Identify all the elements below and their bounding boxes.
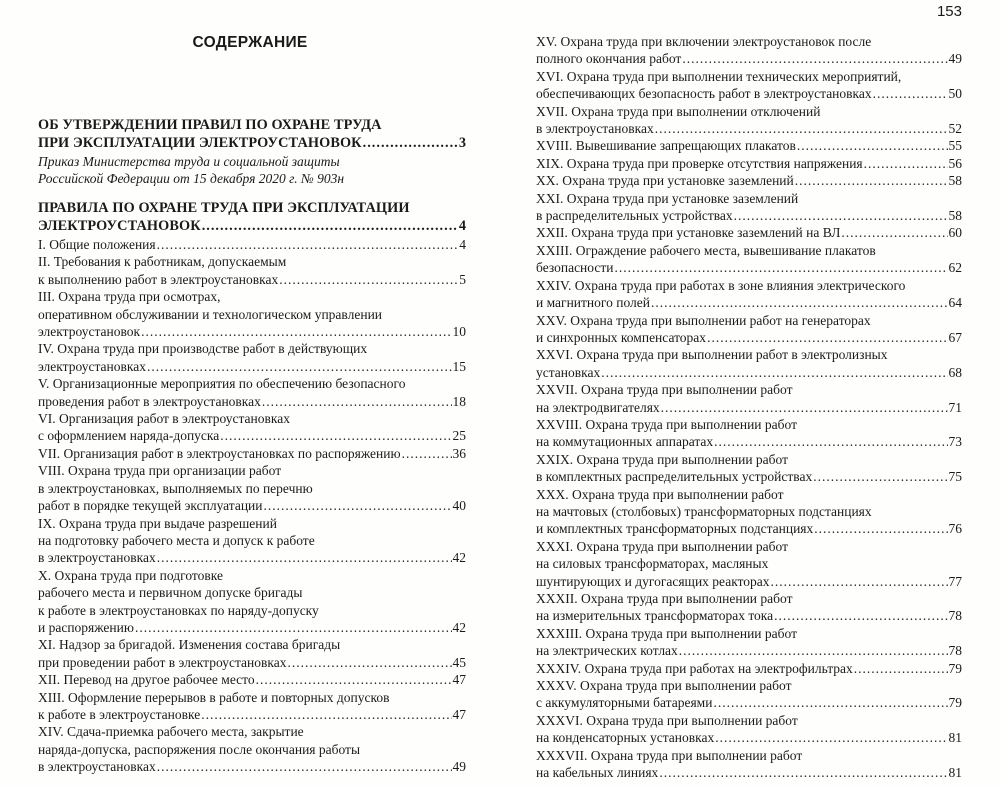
entry-line: электроустановках: [38, 358, 146, 374]
entry-page-number: 42: [452, 550, 466, 566]
entry-line: на конденсаторных установках: [536, 730, 715, 746]
toc-entry[interactable]: [536, 451, 962, 486]
entry-line: ПРАВИЛА ПО ОХРАНЕ ТРУДА ПРИ ЭКСПЛУАТАЦИИ: [38, 200, 410, 217]
toc-left: [38, 117, 466, 776]
entry-line: XI. Надзор за бригадой. Изменения состава бригады: [38, 637, 341, 653]
dot-leader: [287, 654, 451, 671]
entry-line: VIII. Охрана труда при организации работ: [38, 463, 282, 479]
toc-entry[interactable]: [38, 567, 466, 637]
entry-line: установках: [536, 364, 601, 380]
entry-page-number: 15: [452, 358, 466, 374]
toc-entry[interactable]: [38, 236, 466, 253]
entry-line: обеспечивающих безопасность работ в электроустановках: [536, 86, 872, 102]
entry-line: к работе в электроустановке: [38, 706, 201, 722]
entry-line: шунтирующих и дугогасящих реакторах: [536, 573, 770, 589]
entry-line: на мачтовых (столбовых) трансформаторных подстанциях: [536, 503, 872, 519]
dot-leader: [814, 520, 947, 537]
entry-line: XXII. Охрана труда при установке заземлений на ВЛ: [536, 225, 841, 241]
entry-page-number: 75: [948, 469, 962, 485]
dot-leader: [651, 294, 948, 311]
dot-leader: [279, 271, 458, 288]
entry-page-number: 5: [459, 271, 466, 287]
dot-leader: [679, 642, 948, 659]
entry-page-number: 81: [948, 730, 962, 746]
entry-line: в электроустановках: [536, 121, 654, 137]
entry-page-number: 10: [452, 324, 466, 340]
entry-page-number: 77: [948, 573, 962, 589]
toc-left-entries: [38, 236, 466, 776]
entry-line: полного окончания работ: [536, 51, 682, 67]
entry-page-number: 81: [948, 765, 962, 781]
entry-line: XXVIII. Охрана труда при выполнении работ: [536, 416, 797, 432]
toc-entry-rules[interactable]: [38, 200, 466, 236]
entry-line: XVII. Охрана труда при выполнении отключений: [536, 103, 821, 119]
toc-entry-order[interactable]: [38, 117, 466, 153]
toc-entry[interactable]: [536, 660, 962, 677]
dot-leader: [220, 427, 451, 444]
entry-line: XIX. Охрана труда при проверке отсутствия напряжения: [536, 155, 863, 171]
dot-leader: [854, 660, 948, 677]
entry-line: оперативном обслуживании и технологическом управлении: [38, 306, 383, 322]
entry-line: VII. Организация работ в электроустановках по распоряжению: [38, 445, 401, 461]
entry-line: III. Охрана труда при осмотрах,: [38, 289, 221, 305]
entry-line: в распределительных устройствах: [536, 208, 733, 224]
toc-entry[interactable]: [536, 155, 962, 172]
entry-page-number: 58: [948, 208, 962, 224]
entry-line: проведения работ в электроустановках: [38, 393, 261, 409]
toc-entry[interactable]: [536, 312, 962, 347]
dot-leader: [795, 172, 948, 189]
entry-line: на электрических котлах: [536, 643, 678, 659]
toc-entry[interactable]: [38, 410, 466, 445]
entry-line: XXIII. Ограждение рабочего места, вывешивание плакатов: [536, 242, 876, 258]
toc-entry[interactable]: [536, 346, 962, 381]
entry-page-number: 67: [948, 329, 962, 345]
dot-leader: [659, 764, 947, 781]
dot-leader: [363, 135, 458, 153]
dot-leader: [256, 671, 452, 688]
entry-line: XXX. Охрана труда при выполнении работ: [536, 486, 784, 502]
dot-leader: [601, 364, 947, 381]
entry-line: IV. Охрана труда при производстве работ в действующих: [38, 341, 368, 357]
dot-leader: [615, 259, 948, 276]
dot-leader: [774, 607, 947, 624]
toc-entry[interactable]: [536, 103, 962, 138]
entry-page-number: 47: [452, 672, 466, 688]
entry-line: и комплектных трансформаторных подстанциях: [536, 521, 814, 537]
dot-leader: [873, 85, 948, 102]
toc-entry[interactable]: [38, 340, 466, 375]
entry-page-number: 45: [452, 654, 466, 670]
entry-line: рабочего места и первичном допуске бригады: [38, 585, 303, 601]
entry-line: с аккумуляторными батареями: [536, 695, 713, 711]
dot-leader: [797, 137, 948, 154]
toc-right-entries: [536, 33, 962, 781]
toc-entry[interactable]: [38, 723, 466, 775]
entry-line: XXIX. Охрана труда при выполнении работ: [536, 451, 788, 467]
entry-line: II. Требования к работникам, допускаемым: [38, 254, 287, 270]
entry-page-number: 47: [452, 706, 466, 722]
entry-line: к выполнению работ в электроустановках: [38, 271, 279, 287]
toc-entry[interactable]: [38, 689, 466, 724]
dot-leader: [713, 694, 947, 711]
entry-line: на коммутационных аппаратах: [536, 434, 714, 450]
toc-entry[interactable]: [536, 277, 962, 312]
dot-leader: [655, 120, 948, 137]
toc-entry[interactable]: [536, 68, 962, 103]
entry-line: на электродвигателях: [536, 399, 660, 415]
entry-line: XXVII. Охрана труда при выполнении работ: [536, 382, 793, 398]
toc-entry[interactable]: [38, 253, 466, 288]
entry-line: XII. Перевод на другое рабочее место: [38, 672, 255, 688]
toc-entry[interactable]: [38, 636, 466, 671]
toc-entry[interactable]: [536, 224, 962, 241]
entry-line: в электроустановках: [38, 550, 156, 566]
entry-line: наряда-допуска, распоряжения после окончания работы: [38, 741, 361, 757]
entry-page-number: 55: [948, 138, 962, 154]
entry-page-number: 52: [948, 121, 962, 137]
entry-page-number: 18: [452, 393, 466, 409]
entry-line: безопасности: [536, 260, 614, 276]
entry-page-number: 79: [948, 660, 962, 676]
entry-page-number: 60: [948, 225, 962, 241]
toc-entry[interactable]: [38, 288, 466, 340]
dot-leader: [147, 358, 452, 375]
entry-line: XXXIII. Охрана труда при выполнении работ: [536, 625, 797, 641]
entry-page-number: 3: [458, 134, 466, 151]
entry-page-number: 56: [948, 155, 962, 171]
entry-line: XXXV. Охрана труда при выполнении работ: [536, 678, 792, 694]
toc-entry[interactable]: [536, 137, 962, 154]
page-number: 153: [936, 3, 962, 20]
entry-page-number: 78: [948, 643, 962, 659]
toc-entry[interactable]: [38, 462, 466, 514]
entry-line: ПРИ ЭКСПЛУАТАЦИИ ЭЛЕКТРОУСТАНОВОК: [38, 134, 362, 151]
entry-line: ОБ УТВЕРЖДЕНИИ ПРАВИЛ ПО ОХРАНЕ ТРУДА: [38, 117, 382, 133]
toc-entry[interactable]: [536, 747, 962, 782]
dot-leader: [402, 445, 452, 462]
entry-line: XV. Охрана труда при включении электроустановок после: [536, 34, 872, 49]
entry-line: XXXVII. Охрана труда при выполнении работ: [536, 747, 803, 763]
toc-entry[interactable]: [536, 242, 962, 277]
toc-entry[interactable]: [536, 625, 962, 660]
entry-line: VI. Организация работ в электроустановках: [38, 411, 290, 427]
entry-line: и магнитного полей: [536, 295, 650, 311]
entry-line: работ в порядке текущей эксплуатации: [38, 498, 263, 514]
entry-page-number: 64: [948, 295, 962, 311]
dot-leader: [202, 218, 458, 236]
dot-leader: [201, 706, 451, 723]
toc-entry[interactable]: [38, 445, 466, 462]
toc-entry[interactable]: [536, 712, 962, 747]
entry-line: IX. Охрана труда при выдаче разрешений: [38, 515, 277, 531]
entry-page-number: 49: [452, 759, 466, 775]
toc-right: [536, 33, 962, 781]
toc-entry[interactable]: [536, 677, 962, 712]
entry-line: X. Охрана труда при подготовке: [38, 567, 223, 583]
entry-line: XX. Охрана труда при установке заземлений: [536, 173, 794, 189]
entry-line: с оформлением наряда-допуска: [38, 428, 220, 444]
entry-line: к работе в электроустановках по наряду-допуску: [38, 602, 319, 618]
entry-page-number: 50: [948, 86, 962, 102]
entry-page-number: 36: [452, 445, 466, 461]
toc-entry[interactable]: [38, 375, 466, 410]
toc-entry[interactable]: [536, 486, 962, 538]
dot-leader: [813, 468, 947, 485]
contents-title: СОДЕРЖАНИЕ: [192, 34, 308, 51]
entry-page-number: 73: [948, 434, 962, 450]
entry-page-number: 68: [948, 364, 962, 380]
entry-line: XXXIV. Охрана труда при работах на электрофильтрах: [536, 660, 853, 676]
entry-line: на кабельных линиях: [536, 765, 659, 781]
dot-leader: [707, 329, 947, 346]
toc-entry[interactable]: [38, 515, 466, 567]
entry-line: XXV. Охрана труда при выполнении работ на генераторах: [536, 312, 871, 328]
entry-line: XVIII. Вывешивание запрещающих плакатов: [536, 138, 796, 154]
entry-page-number: 62: [948, 260, 962, 276]
entry-page-number: 25: [452, 428, 466, 444]
dot-leader: [135, 619, 452, 636]
toc-entry[interactable]: [536, 190, 962, 225]
entry-line: на подготовку рабочего места и допуск к работе: [38, 532, 315, 548]
dot-leader: [157, 758, 452, 775]
dot-leader: [682, 50, 947, 67]
entry-line: ЭЛЕКТРОУСТАНОВОК: [38, 218, 201, 235]
entry-line: I. Общие положения: [38, 237, 156, 252]
entry-line: электроустановок: [38, 324, 141, 340]
entry-line: в электроустановках: [38, 759, 156, 775]
entry-line: XIV. Сдача-приемка рабочего места, закрытие: [38, 724, 304, 740]
entry-page-number: 79: [948, 695, 962, 711]
dot-leader: [141, 323, 451, 340]
entry-line: XIII. Оформление перерывов в работе и повторных допусков: [38, 689, 390, 705]
dot-leader: [157, 236, 459, 253]
toc-entry[interactable]: [536, 590, 962, 625]
entry-page-number: 4: [458, 218, 466, 235]
entry-line: V. Организационные мероприятия по обеспечению безопасного: [38, 376, 406, 392]
entry-page-number: 40: [452, 498, 466, 514]
entry-line: XXVI. Охрана труда при выполнении работ в электролизных: [536, 347, 888, 363]
toc-entry[interactable]: [536, 33, 962, 68]
entry-line: XXIV. Охрана труда при работах в зоне влияния электрического: [536, 277, 906, 293]
dot-leader: [734, 207, 948, 224]
entry-line: в комплектных распределительных устройствах: [536, 469, 813, 485]
toc-entry[interactable]: [536, 416, 962, 451]
entry-line: и распоряжению: [38, 619, 134, 635]
entry-page-number: 4: [459, 237, 466, 252]
entry-line: на силовых трансформаторах, масляных: [536, 556, 769, 572]
entry-line: XVI. Охрана труда при выполнении технических мероприятий,: [536, 68, 902, 84]
entry-page-number: 49: [948, 51, 962, 67]
dot-leader: [715, 729, 947, 746]
toc-entry[interactable]: [38, 671, 466, 688]
dot-leader: [714, 433, 947, 450]
order-subtitle: Приказ Министерства труда и социальной защиты Российской Федерации от 15 декабря 2020 г. № 903н: [38, 153, 345, 186]
dot-leader: [264, 497, 452, 514]
entry-page-number: 76: [948, 521, 962, 537]
entry-line: XXXI. Охрана труда при выполнении работ: [536, 538, 788, 554]
entry-line: и синхронных компенсаторах: [536, 329, 707, 345]
dot-leader: [157, 549, 452, 566]
toc-entry[interactable]: [536, 172, 962, 189]
dot-leader: [864, 155, 948, 172]
dot-leader: [262, 393, 452, 410]
entry-line: на измерительных трансформаторах тока: [536, 608, 774, 624]
entry-line: XXXVI. Охрана труда при выполнении работ: [536, 712, 798, 728]
dot-leader: [841, 224, 947, 241]
entry-line: XXI. Охрана труда при установке заземлений: [536, 190, 799, 206]
right-page: [500, 0, 1000, 787]
dot-leader: [661, 399, 948, 416]
entry-page-number: 58: [948, 173, 962, 189]
toc-entry[interactable]: [536, 538, 962, 590]
entry-page-number: 42: [452, 619, 466, 635]
entry-page-number: 71: [948, 399, 962, 415]
entry-line: XXXII. Охрана труда при выполнении работ: [536, 591, 793, 606]
dot-leader: [771, 573, 948, 590]
entry-line: при проведении работ в электроустановках: [38, 654, 287, 670]
entry-line: в электроустановках, выполняемых по перечню: [38, 480, 313, 496]
toc-entry[interactable]: [536, 381, 962, 416]
entry-page-number: 78: [948, 608, 962, 624]
